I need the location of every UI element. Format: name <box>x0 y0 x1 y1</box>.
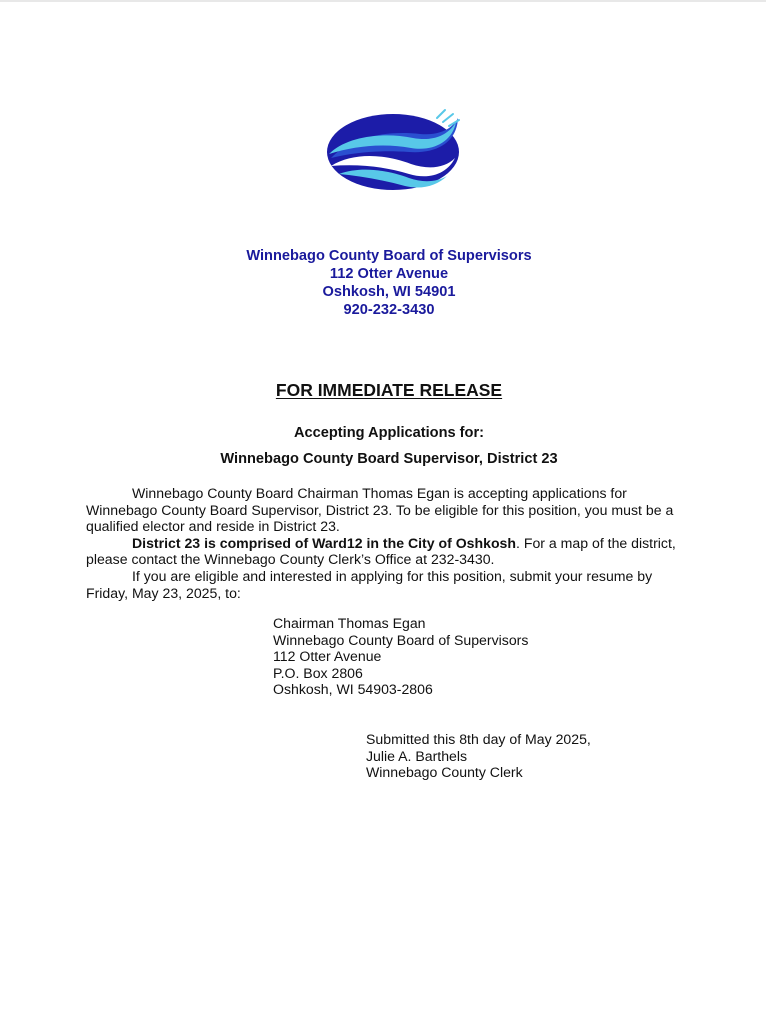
body-line: Winnebago County Board Supervisor, District 23. To be eligible for this position, you must be a <box>86 501 674 518</box>
address-line: Chairman Thomas Egan <box>273 615 426 631</box>
winnebago-wave-logo-icon <box>325 108 463 194</box>
release-title: FOR IMMEDIATE RELEASE <box>275 380 503 400</box>
subhead-position: Winnebago County Board Supervisor, District 23 <box>220 451 558 467</box>
address-line: 112 Otter Avenue <box>273 648 382 665</box>
org-city: Oshkosh, WI 54901 <box>322 284 456 300</box>
org-name: Winnebago County Board of Supervisors <box>246 248 532 264</box>
body-line-district <box>86 535 706 552</box>
signoff-line: Winnebago County Clerk <box>366 764 523 781</box>
letterhead <box>0 247 766 319</box>
org-street: 112 Otter Avenue <box>329 266 449 282</box>
page-top-edge <box>0 0 766 2</box>
district-rest-text: . For a map of the district, <box>516 534 676 551</box>
district-bold-text: District 23 is comprised of Ward12 in the City of Oshkosh <box>132 534 517 551</box>
body-text <box>86 485 706 601</box>
address-line: Winnebago County Board of Supervisors <box>273 631 529 648</box>
body-line: Friday, May 23, 2025, to: <box>86 584 241 601</box>
mailing-address <box>273 615 528 698</box>
address-line: Oshkosh, WI 54903-2806 <box>273 681 433 698</box>
signoff-line: Julie A. Barthels <box>366 747 468 764</box>
subhead-accepting: Accepting Applications for: <box>294 425 484 441</box>
body-line: If you are eligible and interested in applying for this position, submit your resume by <box>132 567 653 584</box>
org-phone: 920-232-3430 <box>343 302 435 318</box>
body-line: qualified elector and reside in District 23. <box>86 518 340 535</box>
signoff <box>366 731 591 781</box>
signoff-line: Submitted this 8th day of May 2025, <box>366 731 591 747</box>
body-line: please contact the Winnebago County Clerk’s Office at 232-3430. <box>86 551 495 568</box>
address-line: P.O. Box 2806 <box>273 664 363 681</box>
body-line: Winnebago County Board Chairman Thomas Egan is accepting applications for <box>132 485 627 501</box>
